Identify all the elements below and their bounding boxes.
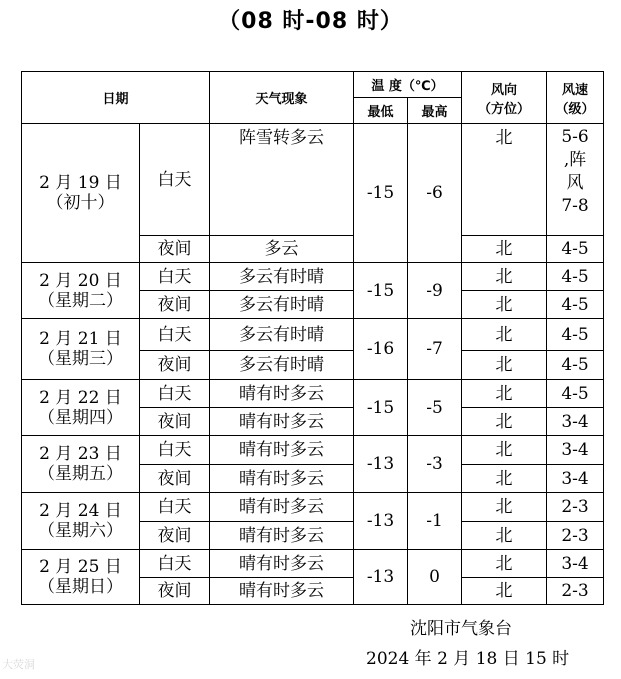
wind-direction-cell: 北: [462, 408, 547, 436]
date-sublabel: （星期三）: [38, 349, 123, 369]
header-temperature: 温 度（℃）: [354, 72, 462, 98]
weather-cell: 多云有时晴: [210, 291, 354, 319]
header-date: 日期: [22, 72, 210, 124]
temp-low-cell: -16: [354, 319, 408, 380]
wind-speed-cell: [547, 124, 604, 236]
weather-cell: 晴有时多云: [210, 578, 354, 605]
temp-low-cell: -13: [354, 493, 408, 550]
watermark: 大荧洞: [2, 658, 35, 671]
weather-cell: 晴有时多云: [210, 465, 354, 493]
date-label: 2 月 25 日: [39, 557, 122, 577]
wind-direction-cell: 北: [462, 578, 547, 605]
date-cell: [22, 319, 140, 380]
header-wind-speed-label: 风速: [562, 82, 589, 98]
temp-high-cell: -3: [408, 436, 462, 493]
wind-direction-cell: 北: [462, 550, 547, 578]
wind-direction-cell: 北: [462, 465, 547, 493]
header-weather: 天气现象: [210, 72, 354, 124]
wind-direction-cell: 北: [462, 263, 547, 291]
date-cell: [22, 436, 140, 493]
header-wind-direction-label: 风向: [491, 82, 518, 98]
date-sublabel: （初十）: [46, 193, 115, 213]
header-wind-speed: [547, 72, 604, 124]
date-label: 2 月 21 日: [39, 329, 122, 349]
date-sublabel: （星期四）: [38, 407, 123, 428]
wind-speed-cell: 3-4: [547, 436, 604, 465]
weather-cell: 多云: [210, 236, 354, 263]
temp-high-cell: -6: [408, 124, 462, 263]
issuer-name: 沈阳市气象台: [410, 619, 512, 639]
wind-speed-cell: 3-4: [547, 550, 604, 578]
weather-cell: 晴有时多云: [210, 380, 354, 408]
date-cell: [22, 550, 140, 605]
forecast-row-day: [22, 319, 604, 351]
issue-time: 2024 年 2 月 18 日 15 时: [366, 649, 570, 669]
wind-direction-cell: 北: [462, 493, 547, 522]
period-cell: 白天: [140, 493, 210, 522]
temp-low-cell: -13: [354, 550, 408, 605]
weather-cell: 晴有时多云: [210, 408, 354, 436]
period-cell: 夜间: [140, 291, 210, 319]
period-cell: 白天: [140, 319, 210, 351]
weather-cell: 晴有时多云: [210, 493, 354, 522]
wind-direction-cell: 北: [462, 319, 547, 351]
wind-speed-text: 5-6 ,阵 风 7-8: [561, 127, 589, 216]
temp-low-cell: -15: [354, 263, 408, 319]
forecast-row-day: [22, 124, 604, 236]
period-cell: 白天: [140, 550, 210, 578]
date-label: 2 月 23 日: [39, 444, 122, 464]
forecast-row-day: [22, 550, 604, 578]
temp-low-cell: -15: [354, 124, 408, 263]
period-cell: 白天: [140, 263, 210, 291]
temp-high-cell: -1: [408, 493, 462, 550]
wind-speed-cell: 4-5: [547, 351, 604, 380]
wind-speed-cell: 4-5: [547, 380, 604, 408]
date-sublabel: （星期六）: [38, 521, 123, 541]
wind-speed-cell: 3-4: [547, 465, 604, 493]
date-label: 2 月 24 日: [39, 501, 122, 521]
weather-cell: 多云有时晴: [210, 263, 354, 291]
wind-direction-cell: 北: [462, 436, 547, 465]
wind-direction-cell: 北: [462, 351, 547, 380]
wind-direction-cell: 北: [462, 522, 547, 550]
temp-low-cell: -15: [354, 380, 408, 436]
period-cell: 夜间: [140, 522, 210, 550]
wind-direction-cell: 北: [462, 236, 547, 263]
temp-high-cell: -7: [408, 319, 462, 380]
forecast-row-day: [22, 436, 604, 465]
wind-speed-cell: 2-3: [547, 578, 604, 605]
period-cell: 白天: [140, 124, 210, 236]
temp-high-cell: 0: [408, 550, 462, 605]
wind-speed-cell: 4-5: [547, 263, 604, 291]
date-cell: [22, 124, 140, 263]
date-sublabel: （星期日）: [38, 577, 123, 597]
forecast-row-day: [22, 380, 604, 408]
header-wind-direction: [462, 72, 547, 124]
wind-direction-cell: 北: [462, 124, 547, 236]
weather-cell: 阵雪转多云: [210, 124, 354, 236]
forecast-table: [21, 71, 604, 605]
date-sublabel: （星期二）: [38, 290, 123, 311]
wind-direction-cell: 北: [462, 291, 547, 319]
wind-speed-cell: 3-4: [547, 408, 604, 436]
weather-cell: 晴有时多云: [210, 436, 354, 465]
period-cell: 夜间: [140, 236, 210, 263]
temp-low-cell: -13: [354, 436, 408, 493]
period-cell: 夜间: [140, 408, 210, 436]
weather-cell: 晴有时多云: [210, 522, 354, 550]
date-cell: [22, 493, 140, 550]
page-title: （08 时-08 时）: [218, 9, 403, 34]
temp-high-cell: -9: [408, 263, 462, 319]
forecast-row-day: [22, 263, 604, 291]
weather-cell: 晴有时多云: [210, 550, 354, 578]
wind-speed-cell: 2-3: [547, 522, 604, 550]
header-temp-low: 最低: [354, 98, 408, 124]
date-label: 2 月 20 日: [39, 270, 122, 291]
date-label: 2 月 19 日: [39, 173, 122, 193]
date-cell: [22, 380, 140, 436]
date-label: 2 月 22 日: [39, 387, 122, 408]
wind-speed-cell: 4-5: [547, 319, 604, 351]
period-cell: 白天: [140, 436, 210, 465]
wind-speed-cell: 4-5: [547, 236, 604, 263]
temp-high-cell: -5: [408, 380, 462, 436]
forecast-row-day: [22, 493, 604, 522]
wind-speed-cell: 2-3: [547, 493, 604, 522]
header-temp-high: 最高: [408, 98, 462, 124]
wind-direction-cell: 北: [462, 380, 547, 408]
header-wind-direction-unit: （方位）: [478, 101, 531, 117]
period-cell: 白天: [140, 380, 210, 408]
wind-speed-cell: 4-5: [547, 291, 604, 319]
weather-cell: 多云有时晴: [210, 351, 354, 380]
date-cell: [22, 263, 140, 319]
weather-cell: 多云有时晴: [210, 319, 354, 351]
header-wind-speed-unit: （级）: [555, 101, 595, 117]
date-sublabel: （星期五）: [38, 464, 123, 484]
period-cell: 夜间: [140, 578, 210, 605]
period-cell: 夜间: [140, 465, 210, 493]
period-cell: 夜间: [140, 351, 210, 380]
